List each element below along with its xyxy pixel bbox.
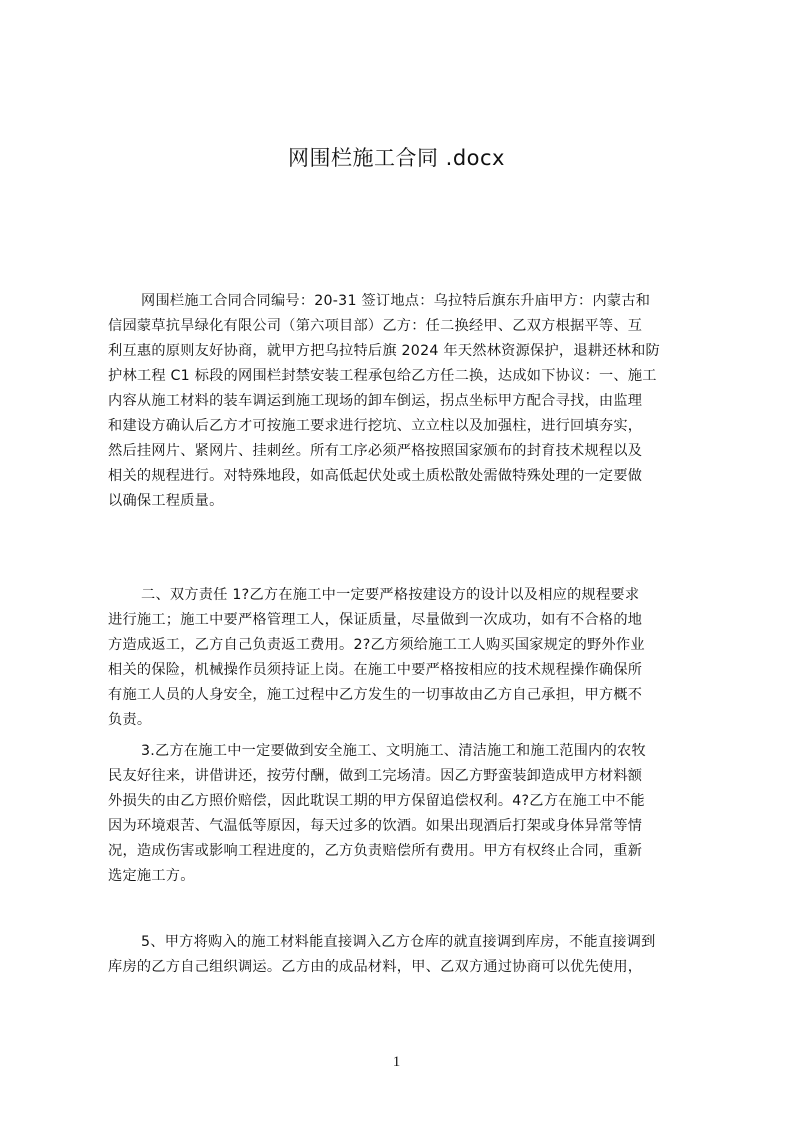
text-line: 民友好往来，讲借讲还，按劳付酬，做到工完场清。因乙方野蛮装卸造成甲方材料额 bbox=[108, 768, 643, 784]
text-line: 外损失的由乙方照价赔偿，因此耽误工期的甲方保留追偿权利。4?乙方在施工中不能 bbox=[108, 793, 645, 809]
text-line: 库房的乙方自己组织调运。乙方由的成品材料，甲、乙双方通过协商可以优先使用， bbox=[108, 959, 643, 975]
text-line: 有施工人员的人身安全，施工过程中乙方发生的一切事故由乙方自己承担，甲方概不 bbox=[108, 687, 643, 703]
text-line: 以确保工程质量。 bbox=[108, 493, 224, 509]
text-line: 护林工程 C1 标段的网围栏封禁安装工程承包给乙方任二换，达成如下协议：一、施工 bbox=[108, 368, 657, 384]
text-line: 负责。 bbox=[108, 712, 152, 728]
document-title: 网围栏施工合同 .docx bbox=[287, 146, 505, 170]
text-line: 进行施工；施工中要严格管理工人，保证质量，尽量做到一次成功，如有不合格的地 bbox=[108, 612, 643, 628]
text-line: 方造成返工，乙方自己负责返工费用。2?乙方须给施工工人购买国家规定的野外作业 bbox=[108, 637, 645, 653]
page-number: 1 bbox=[392, 1054, 401, 1070]
text-line: 选定施工方。 bbox=[108, 868, 195, 884]
text-line: 二、双方责任 1?乙方在施工中一定要严格按建设方的设计以及相应的规程要求 bbox=[141, 587, 640, 603]
text-line: 相关的保险，机械操作员须持证上岗。在施工中要严格按相应的技术规程操作确保所 bbox=[108, 662, 643, 678]
text-line: 况，造成伤害或影响工程进度的，乙方负责赔偿所有费用。甲方有权终止合同，重新 bbox=[108, 843, 643, 859]
paragraph-2 bbox=[108, 583, 703, 733]
text-line: 相关的规程进行。对特殊地段，如高低起伏处或土质松散处需做特殊处理的一定要做 bbox=[108, 468, 643, 484]
paragraph-3 bbox=[108, 739, 703, 889]
text-line: 和建设方确认后乙方才可按施工要求进行挖坑、立立柱以及加强柱，进行回填夯实， bbox=[108, 418, 643, 434]
text-line: 然后挂网片、紧网片、挂刺丝。所有工序必须严格按照国家颁布的封育技术规程以及 bbox=[108, 443, 643, 459]
text-line: 3.乙方在施工中一定要做到安全施工、文明施工、清洁施工和施工范围内的农牧 bbox=[141, 743, 646, 759]
text-line: 网围栏施工合同合同编号：20-31 签订地点：乌拉特后旗东升庙甲方：内蒙古和 bbox=[141, 293, 651, 309]
text-line: 内容从施工材料的装车调运到施工现场的卸车倒运，拐点坐标甲方配合寻找，由监理 bbox=[108, 393, 643, 409]
paragraph-4 bbox=[108, 930, 703, 980]
text-line: 因为环境艰苦、气温低等原因，每天过多的饮酒。如果出现酒后打架或身体异常等情 bbox=[108, 818, 643, 834]
text-line: 利互惠的原则友好协商，就甲方把乌拉特后旗 2024 年天然林资源保护，退耕还林和防 bbox=[108, 343, 660, 359]
paragraph-1 bbox=[108, 289, 703, 514]
text-line: 信园蒙草抗旱绿化有限公司（第六项目部）乙方：任二换经甲、乙双方根据平等、互 bbox=[108, 318, 643, 334]
text-line: 5、甲方将购入的施工材料能直接调入乙方仓库的就直接调到库房，不能直接调到 bbox=[141, 934, 656, 950]
